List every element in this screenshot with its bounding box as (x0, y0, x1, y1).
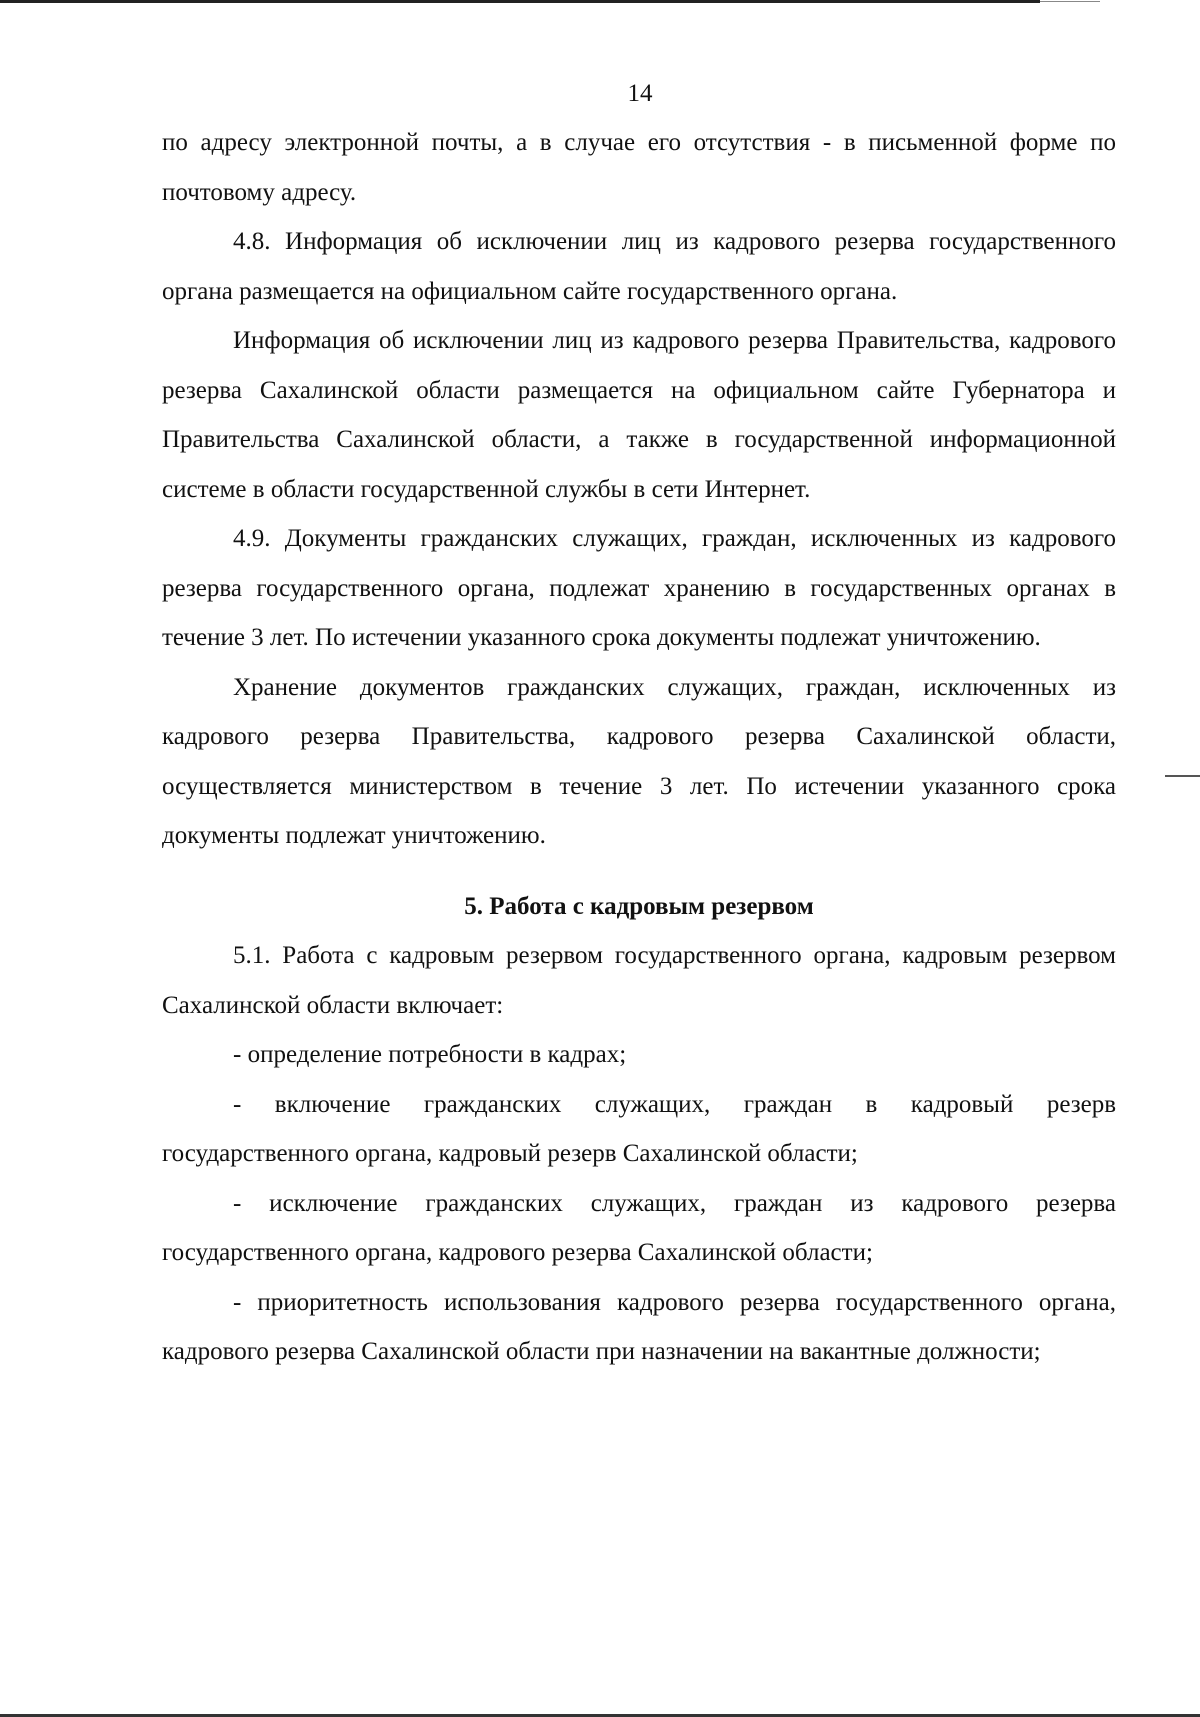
section-heading: 5. Работа с кадровым резервом (464, 892, 814, 920)
list-item: - приоритетность использования кадрового резерва государственного органа, кадрового резерва Сахалинской области при назначении на вакантные должности; (162, 1288, 1116, 1365)
scan-edge-top-tail (1040, 1, 1100, 2)
paragraph: Информация об исключении лиц из кадрового резерва Правительства, кадрового резерва Сахалинской области размещается на официальном сайте Губернатора и Правительства Сахалинской области, а также в государственной информационной системе в области государственной службы в сети Интернет. (162, 327, 1116, 503)
document-body (162, 118, 1116, 1377)
scan-artifact-mark (1165, 775, 1200, 777)
page-number: 14 (627, 80, 653, 107)
paragraph: 4.9. Документы гражданских служащих, граждан, исключенных из кадрового резерва государственного органа, подлежат хранению в государственных органах в течение 3 лет. По истечении указанного срока документы подлежат уничтожению. (162, 525, 1116, 651)
list-item: - исключение гражданских служащих, граждан из кадрового резерва государственного органа, кадрового резерва Сахалинской области; (162, 1189, 1116, 1266)
paragraph: 5.1. Работа с кадровым резервом государственного органа, кадровым резервом Сахалинской области включает: (162, 942, 1116, 1019)
list-item: - включение гражданских служащих, граждан в кадровый резерв государственного органа, кадровый резерв Сахалинской области; (162, 1090, 1116, 1167)
list-item: - определение потребности в кадрах; (233, 1041, 627, 1068)
paragraph: по адресу электронной почты, а в случае его отсутствия - в письменной форме по почтовому адресу. (162, 129, 1116, 206)
paragraph: 4.8. Информация об исключении лиц из кадрового резерва государственного органа размещается на официальном сайте государственного органа. (162, 228, 1116, 305)
paragraph: Хранение документов гражданских служащих, граждан, исключенных из кадрового резерва Правительства, кадрового резерва Сахалинской области, осуществляется министерством в течение 3 лет. По истечении указанного срока документы подлежат уничтожению. (162, 673, 1116, 849)
scan-edge-top (0, 0, 1040, 3)
